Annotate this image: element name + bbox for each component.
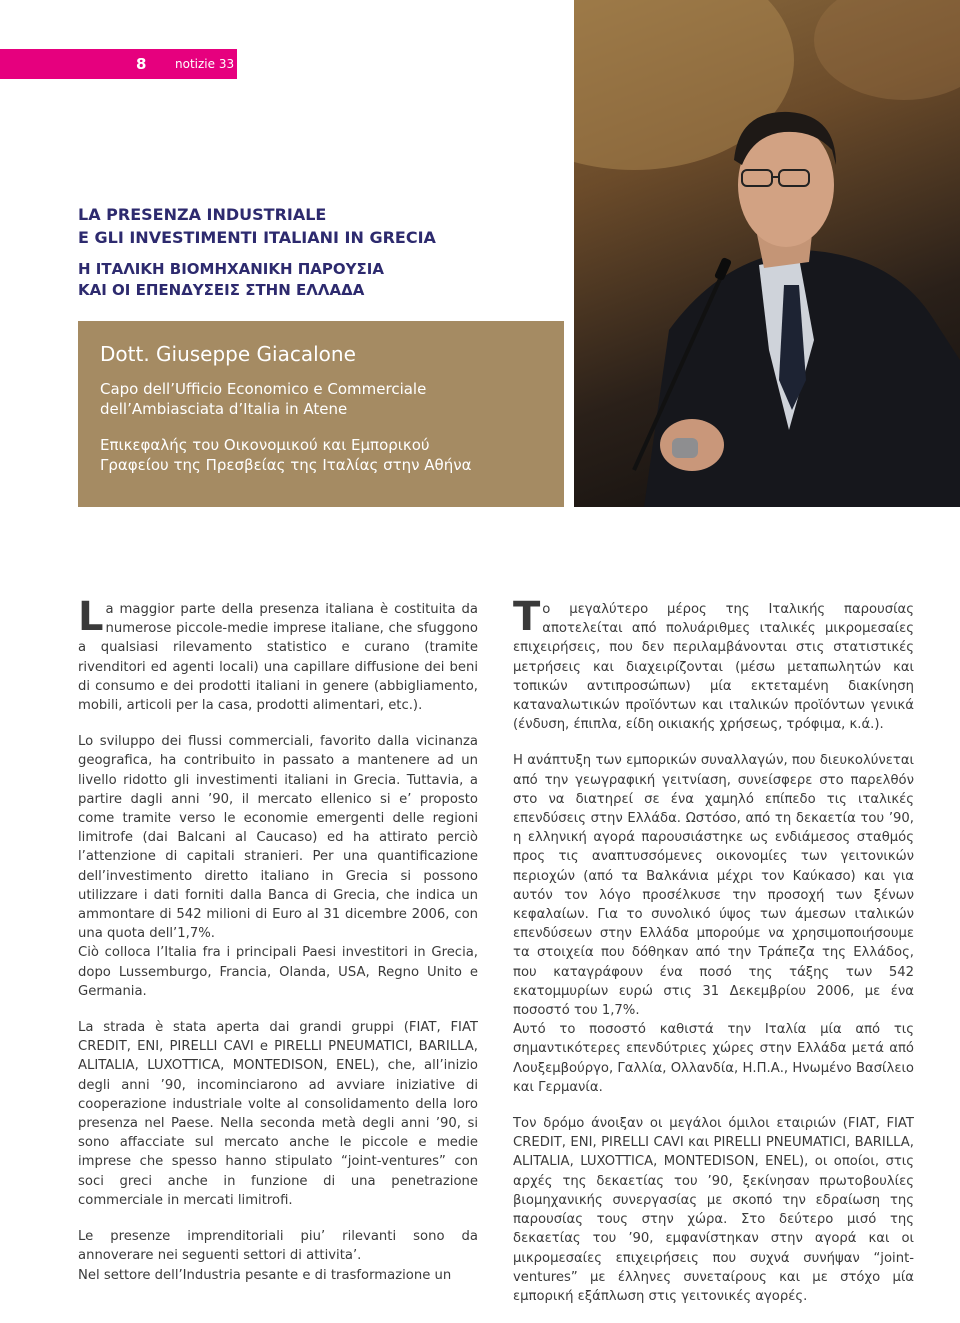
issue-label: notizie 33: [175, 57, 235, 71]
author-role-greek-line1: Επικεφαλής του Οικονομικού και Εμπορικού: [100, 436, 430, 454]
paragraph-text: ο μεγαλύτερο μέρος της Ιταλικής παρουσίας αποτελείται από πολυάριθμες ιταλικές μικρομεσαίες επιχειρήσεις, που δεν περιλαμβάνονται στις στατιστικές μετρήσεις και διαχειρίζονται (μέσω μεταπωλητών και τοπικών αντιπροσώπων) μία εκτεταμένη διακίνηση καταναλωτικών προϊόντων και ιταλικών προϊόντων γενικά (ένδυση, έπιπλα, είδη οικιακής χρήσεως, τρόφιμα, κ.ά.).: [513, 602, 914, 733]
paragraph-text: a maggior parte della presenza italiana è costituita da numerose piccole-medie imprese italiane, che sfuggono a qualsiasi rilevamento statistico e curano (tramite rivenditori ed agenti locali) una capillare diffusione dei beni di consumo e dei prodotti italiani in genere (abbigliamento, mobili, articoli per la casa, prodotti alimentari, etc.).: [78, 602, 478, 714]
title-greek-line1: Η ΙΤΑΛΙΚΗ ΒΙΟΜΗΧΑΝΙΚΗ ΠΑΡΟΥΣΙΑ: [78, 260, 384, 278]
author-box: [78, 321, 564, 507]
italian-text-column: [78, 594, 478, 1302]
paragraph: Η ανάπτυξη των εμπορικών συναλλαγών, που διευκολύνεται από την γεωγραφική γειτνίαση, συνείσφερε στο παρελθόν στο να διατηρεί σε ένα χαμηλό επίπεδο τις ιταλικές επενδύσεις στην Ελλάδα. Ωστόσο, από τη δεκαετία του ’90, η ελληνική αγορά παρουσιάστηκε ως ενδιάμεσος σταθμός προς τις αναπτυσσόμενες οικονομίες των γειτονικών περιοχών (από τα Βαλκάνια μέχρι τον Καύκασο) και για αυτόν τον λόγο προσέλκυσε την προσοχή των ξένων κεφαλαίων. Για το συνολικό ύψος των άμεσων ιταλικών επενδύσεων στην Ελλάδα μπορούμε να χρησιμοποιήσουμε τα στοιχεία που δόθηκαν από την Τράπεζα της Ελλάδος, που καταγράφουν ένα ποσό της τάξης των 542 εκατομμυρίων ευρώ στις 31 Δεκεμβρίου 2006, με ένα ποσοστό του 1,7%.: [513, 753, 914, 1019]
paragraph: Le presenze imprenditoriali piu’ rilevanti sono da annoverare nei seguenti settori di attivita’.: [78, 1229, 478, 1264]
greek-text-column: [513, 594, 914, 1323]
author-role-greek: [100, 435, 542, 475]
author-name: Dott. Giuseppe Giacalone: [100, 342, 356, 366]
paragraph: La strada è stata aperta dai grandi gruppi (FIAT, FIAT CREDIT, ENI, PIRELLI CAVI e PIRELLI PNEUMATICI, BARILLA, ALITALIA, LUXOTTICA, MONTEDISON, ENEL), che, all’inizio degli anni ’90, incominciarono ad avviare iniziative di cooperazione industriale volte al consolidamento della loro presenza nel Paese. Nella seconda metà degli anni ’90, si sono affacciate sul mercato anche le piccole e medie imprese che spesso hanno stipulato “joint-ventures” con soci greci anche in funzione di una penetrazione commerciale in mercati limitrofi.: [78, 1020, 478, 1208]
drop-cap: L: [78, 594, 104, 640]
paragraph: Αυτό το ποσοστό καθιστά την Ιταλία μία από τις σημαντικότερες επενδύτριες χώρες στην Ελλάδα μετά από Λουξεμβούργο, Γαλλία, Ολλανδία, Η.Π.Α., Ηνωμένο Βασίλειο και Γερμανία.: [513, 1022, 914, 1095]
article-titles: [78, 203, 436, 301]
title-italian-line2: E GLI INVESTIMENTI ITALIANI IN GRECIA: [78, 228, 436, 247]
author-role-italian: [100, 379, 542, 419]
paragraph: [513, 594, 914, 734]
page-header-bar: [0, 49, 237, 79]
paragraph: Lo sviluppo dei flussi commerciali, favorito dalla vicinanza geografica, ha contribuito in passato a mantenere ad un livello ridotto gli investimenti italiani in Grecia. Tuttavia, a partire dagli anni ’90, il mercato ellenico si e’ proposto come tramite verso le economie emergenti delle regioni limitrofe (dai Balcani al Caucaso) ed ha attirato perciò l’attenzione di capitali stranieri. Per una quantificazione dell’investimento diretto italiano in Grecia si possono utilizzare i dati forniti dalla Banca di Grecia, che indica un ammontare di 542 milioni di Euro al 31 dicembre 2006, con una quota dell’1,7%.: [78, 734, 478, 942]
paragraph: Ciò colloca l’Italia fra i principali Paesi investitori in Grecia, dopo Lussemburgo, Francia, Olanda, USA, Regno Unito e Germania.: [78, 945, 478, 999]
author-role-greek-line2: Γραφείου της Πρεσβείας της Ιταλίας στην Αθήνα: [100, 456, 472, 474]
author-role-italian-line1: Capo dell’Ufficio Economico e Commerciale: [100, 380, 427, 398]
speaker-photo: [574, 0, 960, 507]
drop-cap: Τ: [513, 594, 541, 640]
paragraph: Τον δρόμο άνοιξαν οι μεγάλοι όμιλοι εταιριών (FIAT, FIAT CREDIT, ENI, PIRELLI CAVI και PIRELLI PNEUMATICI, BARILLA, ALITALIA, LUXOTTICA, MONTEDISON, ENEL), οι οποίοι, στις αρχές της δεκαετίας του ’90, ξεκίνησαν πρωτοβουλίες βιομηχανικής συνεργασίας με σκοπό την εδραίωση της παρουσίας τους στην χώρα. Στο δεύτερο μισό της δεκαετίας του ’90, εμφανίστηκαν στην αγορά και οι μικρομεσαίες επιχειρήσεις που συχνά συνήψαν “joint-ventures” με έλληνες συνεταίρους και με στόχο μία εμπορική εξάπλωση στις γειτονικές αγορές.: [513, 1116, 914, 1304]
paragraph: Nel settore dell’Industria pesante e di trasformazione un: [78, 1267, 452, 1283]
paragraph: [78, 594, 478, 715]
title-italian-line1: LA PRESENZA INDUSTRIALE: [78, 205, 327, 224]
author-role-italian-line2: dell’Ambiasciata d’Italia in Atene: [100, 400, 348, 418]
page-number: 8: [136, 55, 147, 73]
title-greek-line2: ΚΑΙ ΟΙ ΕΠΕΝΔΥΣΕΙΣ ΣΤΗΝ ΕΛΛΑΔΑ: [78, 281, 365, 299]
